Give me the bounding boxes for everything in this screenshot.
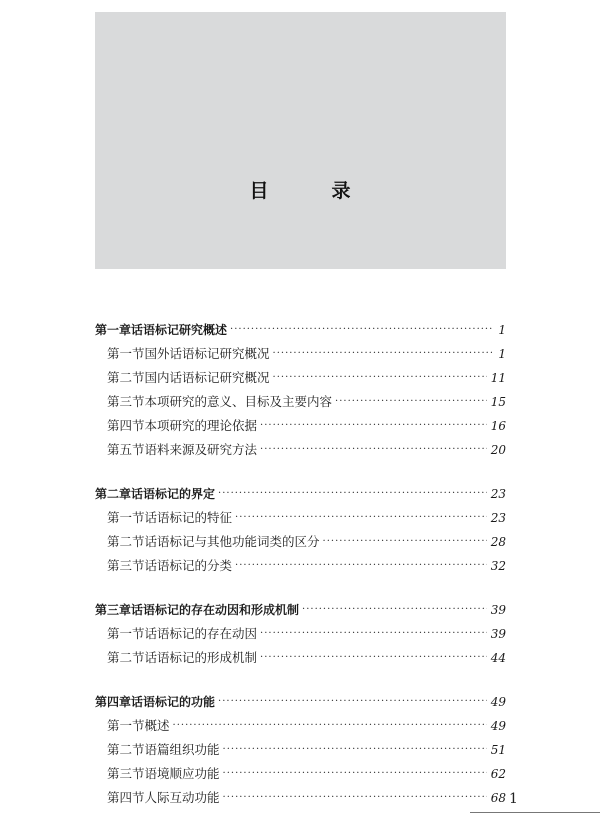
toc-section[interactable]	[95, 390, 506, 414]
toc-section[interactable]	[95, 738, 506, 762]
toc-section-page: 49	[490, 719, 506, 733]
toc-section[interactable]	[95, 342, 506, 366]
chapter-group	[95, 482, 506, 578]
dot-leader	[260, 622, 487, 646]
chapter-group	[95, 690, 506, 810]
page-title: 目 录	[249, 180, 373, 202]
toc-chapter-number: 第一章	[95, 323, 132, 337]
dot-leader	[302, 598, 487, 622]
toc-section-title: 话语标记的形成机制	[144, 650, 258, 665]
toc-section[interactable]	[95, 762, 506, 786]
toc-section[interactable]	[95, 414, 506, 438]
toc-section-title: 话语标记的分类	[144, 558, 233, 573]
toc-section-page: 11	[490, 371, 506, 385]
toc-section-title: 话语标记的存在动因	[144, 626, 258, 641]
toc-section[interactable]	[95, 646, 506, 670]
toc-section-number: 第二节	[107, 650, 145, 665]
toc-section[interactable]	[95, 622, 506, 646]
dot-leader	[223, 786, 487, 810]
toc-section-page: 16	[490, 419, 506, 433]
toc-section-number: 第一节	[107, 718, 145, 733]
page-number: 1	[509, 791, 518, 807]
toc-section-title: 国外话语标记研究概况	[144, 346, 270, 361]
toc-section[interactable]	[95, 506, 506, 530]
toc-chapter[interactable]	[95, 690, 506, 714]
toc-section-title: 人际互动功能	[144, 790, 220, 805]
toc-chapter-title: 话语标记的界定	[131, 487, 216, 501]
toc-chapter[interactable]	[95, 318, 506, 342]
dot-leader	[173, 714, 487, 738]
toc-section-page: 39	[490, 627, 506, 641]
toc-section[interactable]	[95, 530, 506, 554]
toc-section-page: 23	[490, 511, 506, 525]
toc-section-page: 1	[498, 347, 506, 361]
toc-section-number: 第二节	[107, 370, 145, 385]
toc-section-page: 20	[490, 443, 506, 457]
toc-chapter-title: 话语标记研究概述	[131, 323, 228, 337]
toc-section-title: 话语标记与其他功能词类的区分	[144, 534, 320, 549]
dot-leader	[218, 482, 487, 506]
toc-chapter-page: 23	[490, 487, 506, 501]
table-of-contents	[95, 318, 506, 830]
toc-section-title: 国内话语标记研究概况	[144, 370, 270, 385]
toc-chapter-number: 第二章	[95, 487, 132, 501]
dot-leader	[223, 762, 487, 786]
dot-leader	[323, 530, 487, 554]
toc-section-number: 第二节	[107, 534, 145, 549]
dot-leader	[260, 414, 487, 438]
toc-section-title: 话语标记的特征	[144, 510, 233, 525]
dot-leader	[218, 690, 487, 714]
chapter-group	[95, 318, 506, 462]
toc-section-page: 28	[490, 535, 506, 549]
toc-chapter[interactable]	[95, 598, 506, 622]
toc-section-number: 第四节	[107, 790, 145, 805]
dot-leader	[260, 646, 487, 670]
toc-chapter-title: 话语标记的存在动因和形成机制	[131, 603, 300, 617]
toc-section-title: 语篇组织功能	[144, 742, 220, 757]
toc-section[interactable]	[95, 438, 506, 462]
toc-section[interactable]	[95, 366, 506, 390]
toc-section-page: 44	[490, 651, 506, 665]
dot-leader	[260, 438, 487, 462]
toc-section-title: 语境顺应功能	[144, 766, 220, 781]
dot-leader	[273, 366, 487, 390]
toc-chapter-title: 话语标记的功能	[131, 695, 216, 709]
toc-section-page: 51	[490, 743, 506, 757]
dot-leader	[230, 318, 492, 342]
dot-leader	[235, 506, 487, 530]
toc-section-number: 第一节	[107, 346, 145, 361]
toc-chapter[interactable]	[95, 482, 506, 506]
toc-section-number: 第三节	[107, 766, 145, 781]
dot-leader	[335, 390, 487, 414]
toc-section-number: 第二节	[107, 742, 145, 757]
footer-rule	[470, 812, 600, 813]
toc-section-number: 第四节	[107, 418, 145, 433]
toc-section[interactable]	[95, 714, 506, 738]
toc-section-number: 第一节	[107, 626, 145, 641]
toc-chapter-page: 39	[490, 603, 506, 617]
toc-section[interactable]	[95, 554, 506, 578]
toc-section-page: 15	[490, 395, 506, 409]
toc-section-number: 第五节	[107, 442, 145, 457]
toc-section-title: 概述	[144, 718, 170, 733]
toc-section-page: 62	[490, 767, 506, 781]
chapter-group	[95, 598, 506, 670]
toc-chapter-number: 第三章	[95, 603, 132, 617]
toc-section[interactable]	[95, 786, 506, 810]
toc-section-title: 本项研究的理论依据	[144, 418, 258, 433]
header-banner	[95, 12, 506, 269]
toc-section-page: 32	[490, 559, 506, 573]
toc-section-page: 68	[490, 791, 506, 805]
toc-section-number: 第三节	[107, 558, 145, 573]
dot-leader	[273, 342, 492, 366]
toc-section-number: 第三节	[107, 394, 145, 409]
toc-chapter-page: 1	[498, 323, 506, 337]
toc-section-number: 第一节	[107, 510, 145, 525]
toc-section-title: 语料来源及研究方法	[144, 442, 258, 457]
dot-leader	[235, 554, 487, 578]
toc-section-title: 本项研究的意义、目标及主要内容	[144, 394, 333, 409]
dot-leader	[223, 738, 487, 762]
toc-chapter-number: 第四章	[95, 695, 132, 709]
toc-chapter-page: 49	[490, 695, 506, 709]
